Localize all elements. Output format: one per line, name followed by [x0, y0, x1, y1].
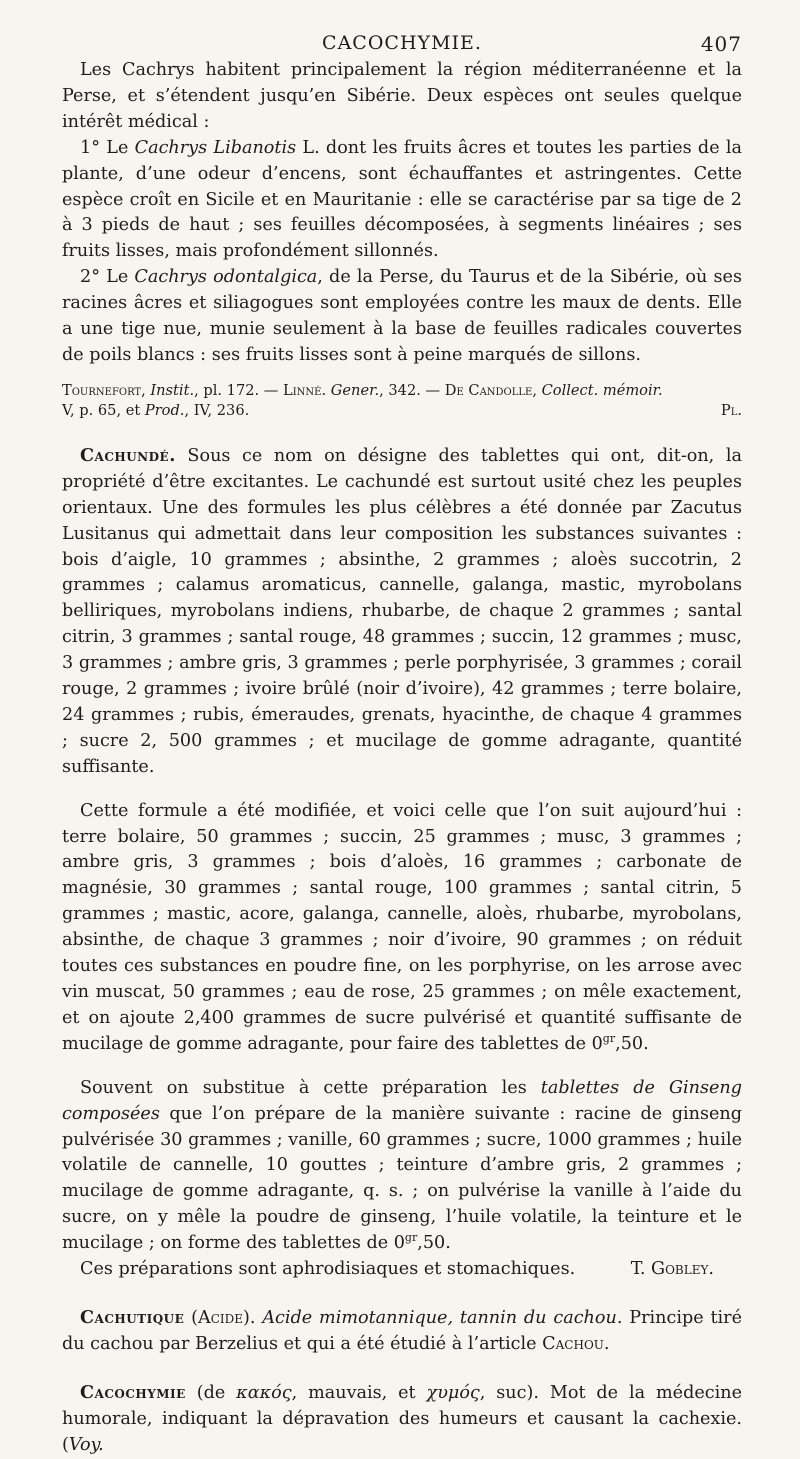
cachunde-p1-text: Sous ce nom on désigne des tablettes qui ont, dit-on, la propriété d’être excitantes. Le cachundé est surtout usité chez les peuples orientaux. Une des formules les plus célèbres a été donnée par Zacutus Lusitanus qui admettait dans leur composition les substances suivantes : bois d’aigle, 10 grammes ; absinthe, 2 grammes ; aloès succotrin, 2 grammes ; calamus aromaticus, cannelle, galanga, mastic, myrobolans belliriques, myrobolans indiens, rhubarbe, de chaque 2 grammes ; santal citrin, 3 grammes ; santal rouge, 48 grammes ; succin, 12 grammes ; musc, 3 grammes ; ambre gris, 3 grammes ; perle porphyrisée, 3 grammes ; corail rouge, 2 grammes ; ivoire brûlé (noir d’ivoire), 42 grammes ; terre bolaire, 24 grammes ; rubis, émeraudes, grenats, hyacinthe, de chaque 4 grammes ; sucre 2, 500 grammes ; et mucilage de gomme adragante, quantité suffisante. — [62, 445, 742, 777]
cachutique-text: Principe tiré du cachou par Berzelius et qui a été étudié à l’article — [62, 1307, 742, 1354]
unit-superscript: gr — [404, 1231, 418, 1245]
cacochymie-paragraph — [62, 1380, 742, 1459]
running-header — [62, 28, 742, 58]
cacochymie-entry — [62, 1380, 742, 1459]
cachunde-paragraph-1 — [62, 443, 742, 781]
bibliography-line-1: Tournefort, Instit., pl. 172. — Linné. Gener., 342. — De Candolle, Collect. mémoir. — [62, 381, 663, 399]
cachutique-paragraph — [62, 1305, 742, 1358]
cachrys-section — [62, 58, 742, 421]
cachrys-intro-text: Les Cachrys habitent principalement la région méditerranéenne et la Perse, et s’étendent jusqu’en Sibérie. Deux espèces ont seules quelque intérêt médical : — [62, 60, 742, 132]
ref-work-collect: Collect. mémoir. — [541, 381, 663, 399]
ref-loc-1: , pl. 172. — — [194, 381, 284, 399]
cachunde-paragraph-3 — [62, 1076, 742, 1257]
page-number: 407 — [700, 32, 742, 56]
ref-author-tournefort: Tournefort — [62, 381, 142, 399]
species-2-number: 2° Le — [80, 267, 135, 288]
bibliography-line-2-text — [62, 401, 249, 421]
cachrys-species-2 — [62, 265, 742, 369]
cachunde-paragraph-2 — [62, 799, 742, 1058]
cacochymie-text-1: (de — [185, 1382, 237, 1403]
species-1-name: Cachrys Libanotis — [134, 137, 297, 158]
greek-chymos: χυμός — [426, 1382, 480, 1403]
cachunde-p3-text-a: Souvent on substitue à cette préparation les — [80, 1077, 541, 1098]
cacochymie-headword: Cacochymie — [80, 1381, 186, 1403]
author-signature-pl: Pl. — [720, 401, 742, 419]
running-title: CACOCHYMIE. — [322, 32, 482, 54]
greek-kakos: κακός — [236, 1382, 292, 1403]
cachunde-p3-text-b: que l’on prépare de la manière suivante : racine de ginseng pulvérisée 30 grammes ; vanille, 60 grammes ; sucre, 1000 grammes ; huile volatile de cannelle, 10 gouttes ; teinture d’ambre gris, 2 grammes ; mucilage de gomme adragante, q. s. ; on pulvérise la vanille à l’aide du sucre, on y mêle la poudre de ginseng, l’huile volatile, la teinture et le mucilage ; on forme des tablettes de 0 — [62, 1103, 742, 1254]
species-1-text: L. dont les fruits âcres et toutes les parties de la plante, d’une odeur d’encens, sont échauffantes et astringentes. Cette espèce croît en Sicile et en Mauritanie : elle se caractérise par sa tige de 2 à 3 pieds de haut ; ses feuilles décomposées, à segments linéaires ; ses fruits lisses, mais profondément sillonnés. — [62, 137, 742, 262]
ref-author-linne: Linné — [283, 381, 322, 399]
cachrys-intro — [62, 58, 742, 136]
ref-loc-3: V, p. 65, et — [62, 401, 145, 419]
cacochymie-text-2: , mauvais, et — [291, 1382, 427, 1403]
cachutique-synonyms: Acide mimotannique, tannin du cachou. — [262, 1307, 623, 1328]
cachunde-paragraph-4 — [62, 1257, 742, 1283]
cachutique-end: . — [603, 1333, 610, 1354]
cachunde-p2-text: Cette formule a été modifiée, et voici celle que l’on suit aujourd’hui : terre bolaire, 50 grammes ; succin, 25 grammes ; musc, 3 grammes ; ambre gris, 3 grammes ; bois d’aloès, 16 grammes ; carbonate de magnésie, 30 grammes ; santal rouge, 100 grammes ; santal citrin, 5 grammes ; mastic, acore, galanga, cannelle, aloès, rhubarbe, myrobolans, absinthe, de chaque 3 grammes ; noir d’ivoire, 90 grammes ; on réduit toutes ces substances en poudre fine, on les porphyrise, on les arrose avec vin muscat, 50 grammes ; eau de rose, 25 grammes ; on mêle exactement, et on ajoute 2,400 grammes de sucre pulvérisé et quantité suffisante de mucilage de gomme adragante, pour faire des tablettes de 0 — [62, 800, 742, 1054]
ref-work-instit: Instit. — [150, 381, 195, 399]
cachutique-qualifier: (Acide). — [184, 1307, 263, 1328]
ref-work-gener: Gener. — [330, 381, 380, 399]
ref-loc-2: , 342. — — [379, 381, 445, 399]
bibliography — [62, 381, 742, 421]
species-2-text: , de la Perse, du Taurus et de la Sibérie, où ses racines âcres et siliagogues sont employées contre les maux de dents. Elle a une tige nue, munie seulement à la base de feuilles radicales couvertes de poils blancs : ses fruits lisses sont à peine marqués de sillons. — [62, 267, 742, 365]
cacochymie-text-3: , suc). Mot de la médecine humorale, indiquant la dépravation des humeurs et causant la cachexie. ( — [62, 1382, 742, 1455]
cachutique-entry — [62, 1305, 742, 1358]
ref-work-prod: Prod. — [144, 401, 185, 419]
cachunde-p4-text: Ces préparations sont aphrodisiaques et stomachiques. — [80, 1259, 576, 1280]
unit-superscript: gr — [602, 1031, 616, 1045]
cross-ref-cachou: Cachou — [542, 1333, 604, 1354]
ref-loc-4: , IV, 236. — [184, 401, 250, 419]
species-1-number: 1° Le — [80, 137, 135, 158]
cross-ref-voy: Voy. — [68, 1434, 104, 1455]
ref-author-decandolle: De Candolle — [444, 381, 533, 399]
species-2-name: Cachrys odontalgica — [134, 267, 318, 288]
cachrys-species-1 — [62, 136, 742, 266]
cachunde-p4-wrap — [62, 1257, 575, 1283]
bibliography-line-2 — [62, 401, 742, 421]
cachunde-entry — [62, 443, 742, 1283]
author-signature-gobley: T. Gobley. — [630, 1259, 714, 1280]
cachutique-headword: Cachutique — [80, 1306, 185, 1328]
cachunde-p3-end: ,50. — [417, 1233, 451, 1254]
cachunde-p2-end: ,50. — [615, 1033, 649, 1054]
ginseng-tablets-term: tablettes de Ginseng composées — [62, 1077, 742, 1124]
cachunde-headword: Cachundé. — [80, 444, 176, 466]
